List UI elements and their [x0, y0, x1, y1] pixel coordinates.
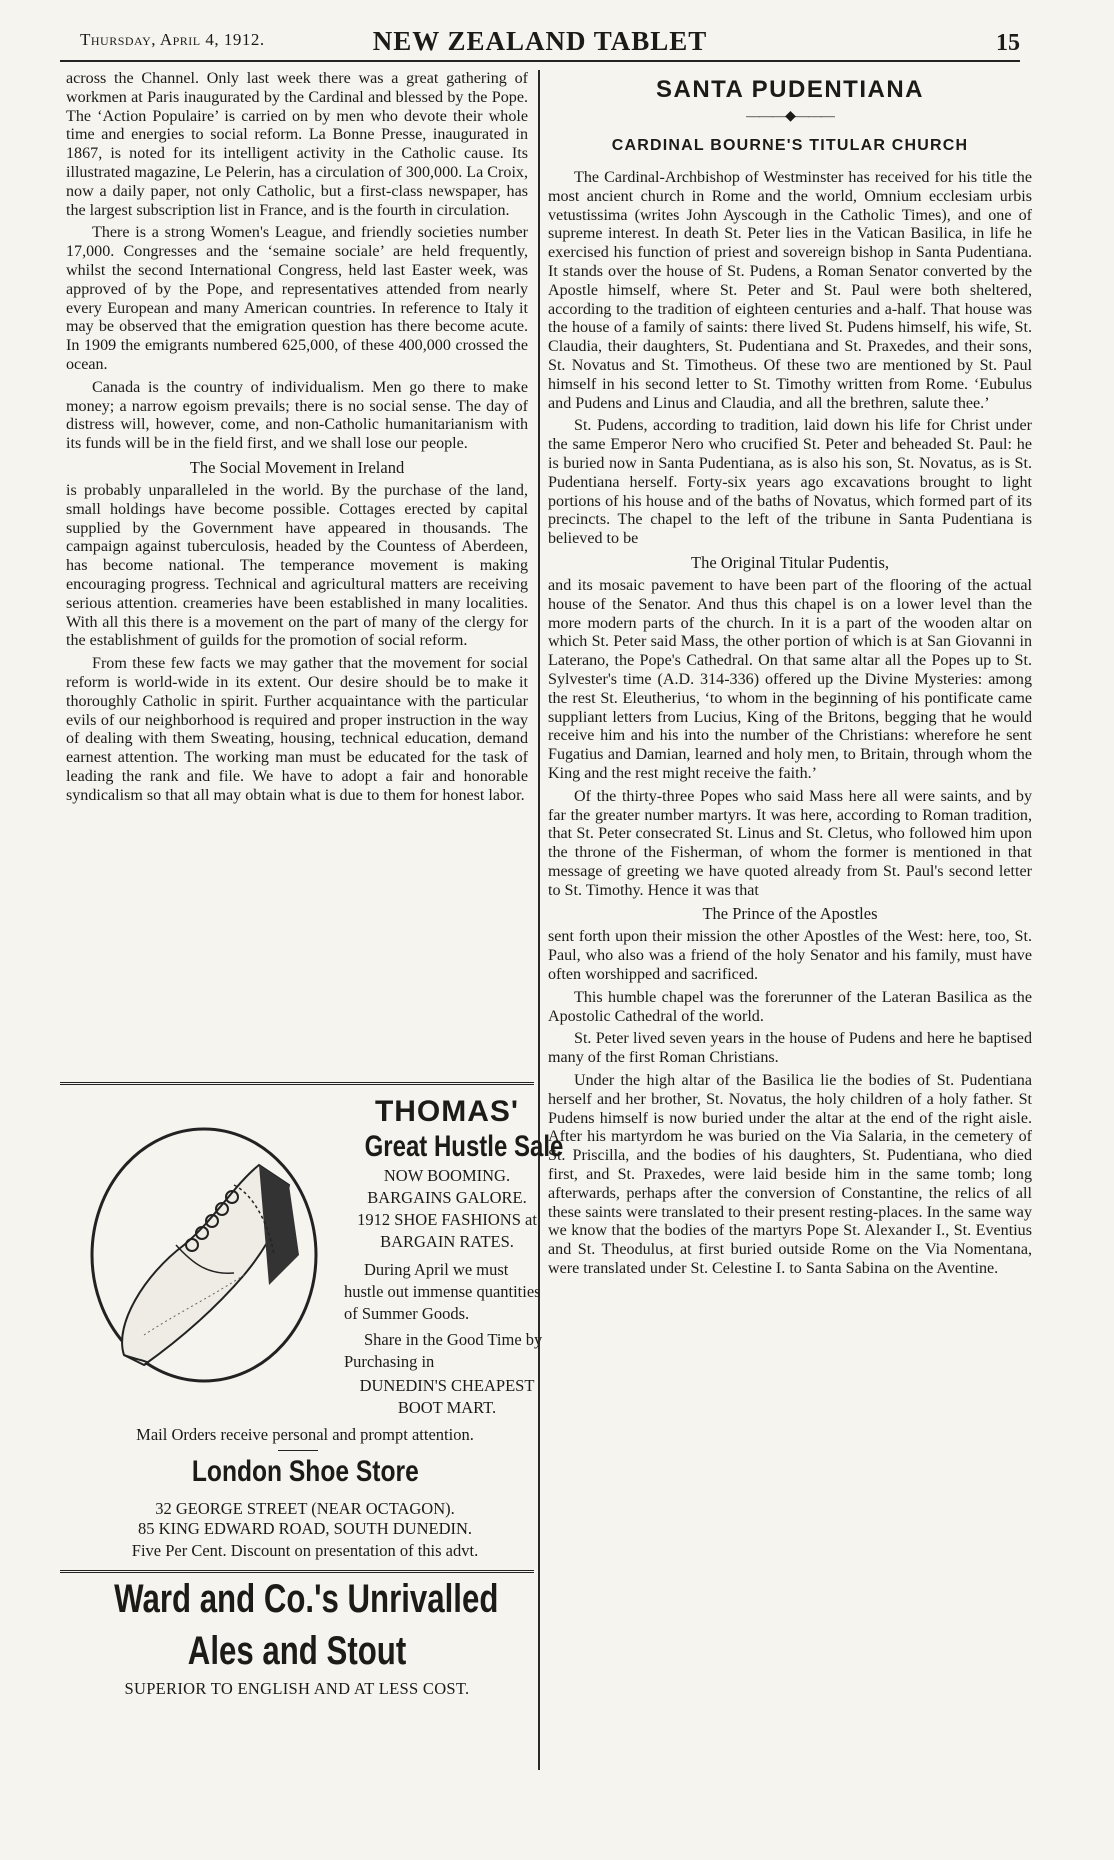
paragraph: is probably unparalleled in the world. By the purchase of the land, small holdings have become possible. Cottages erected by capital supplied by the Government have appeared in thousands. The campaign against tuberculosis, headed by the Countess of Aberdeen, has become national. The temperance movement is making encouraging progress. Technical and agricultural matters are receiving serious attention. creameries have been established in many localities. With all this there is a movement on the part of many of the clergy for the establishment of guilds for the promotion of social reform. [66, 481, 528, 650]
ad-body: DUNEDIN'S CHEAPEST BOOT MART. [359, 1376, 535, 1417]
ad-body: Share in the Good Time by Purchasing in [344, 1330, 543, 1371]
ward-headline-text: Ward and Co.'s Unrivalled [114, 1577, 499, 1621]
section-subhead: The Prince of the Apostles [702, 904, 878, 924]
ad-text-block [344, 1095, 564, 1419]
ward-headline-text: Ales and Stout [187, 1629, 407, 1673]
paragraph: Under the high altar of the Basilica lie the bodies of St. Pudentiana herself and her brother, St. Novatus, the holy children of a holy father. St Pudens himself is now buried under the altar at the end of the right aisle. After his martyrdom he was buried on the Via Salaria, in the cemetery of St. Priscilla, and the bodies of his daughters, St. Pudentiana, who died first, and St. Praxedes, were laid beside him in the same tomb; long afterwards, perhaps after the conversion of Constantine, the relics of all these saints were translated to their present resting-places. In the same way we know that the bodies of the martyrs Pope St. Alexander I., St. Eventius and St. Theodulus, at first buried outside Rome on the Via Nomentana, were translated under St. Celestine I. to Santa Sabina on the Aventine. [548, 1072, 1032, 1278]
store-address-block [60, 1518, 550, 1562]
ad-line: BARGAIN RATES. [380, 1232, 514, 1251]
paragraph: The Cardinal-Archbishop of Westminster has received for his title the most ancient church in Rome and the world, Omnium ecclesiam urbis vetustissima (writes John Ayscough in the Catholic Times), and one of supreme interest. In death St. Peter lies in the Vatican Basilica, in life he exercised his function of priest and sovereign bishop in Santa Pudentiana. It stands over the house of St. Pudens, a Roman Senator converted by the Apostle himself, where St. Peter and St. Paul were both sheltered, according to the tradition of eighteen centuries and a-half. That house was the house of a family of saints: there lived St. Pudens himself, his wife, St. Claudia, their daughters, St. Pudentiana and St. Praxedes, and their sons, St. Novatus and St. Timotheus. Of these two are mentioned by St. Paul himself in his second letter to St. Timothy written from Rome. ‘Eubulus and Pudens and Linus and Claudia, and all the brethren, salute thee.’ [548, 169, 1032, 412]
ad-headline: Great Hustle Sale [364, 1130, 564, 1163]
paragraph: From these few facts we may gather that the movement for social reform is world-wide in its extent. Our desire should be to make it thoroughly Catholic in spirit. Further acquaintance with the particular evils of our neighborhood is required and proper instruction in the way of dealing with them Sweating, housing, technical education, demand earnest attention. The working man must be educated for the task of leading the rank and file. We have to adopt a fair and honorable syndicalism so that all may obtain what is due to them for honest labor. [66, 655, 528, 804]
ad-body: During April we must hustle out immense quantities of Summer Goods. [344, 1260, 541, 1323]
ward-ales-advertisement [60, 1570, 534, 1699]
ad-brand-name: THOMAS' [374, 1095, 520, 1128]
ward-headline [60, 1573, 534, 1625]
discount-note: Five Per Cent. Discount on presentation of this advt. [131, 1541, 479, 1560]
paragraph: across the Channel. Only last week there was a great gathering of workmen at Paris inaugurated by the Cardinal and blessed by the Pope. The ‘Action Populaire’ is carried on by men who devote their whole time and energies to social reform. La Bonne Presse, inaugurated in 1867, is noted for its intelligent activity in the Catholic cause. Its illustrated magazine, Le Pelerin, has a circulation of 300,000. La Croix, now a daily paper, not only Catholic, but a first-class newspaper, has the largest subscription list in France, and is the fourth in circulation. [66, 70, 528, 219]
store-name-text: London Shoe Store [191, 1455, 419, 1488]
paragraph: and its mosaic pavement to have been part of the flooring of the actual house of the Senator. And thus this chapel is on a lower level than the more modern parts of the church. In it is a part of the wooden altar on which St. Peter said Mass, the other portion of which is at San Giovanni in Laterano, the Pope's Cathedral. On that same altar all the Popes up to St. Sylvester's time (A.D. 314-336) offered up the Divine Mysteries: among the rest St. Eleutherius, ‘to whom in the beginning of his pontificate came suppliant letters from Lucius, King of the Britons, begging that he would receive him and his into the number of the Christians: wherefore he sent Fugatius and Damian, learned and holy men, to Britain, through whom the King and the rest might receive the faith.’ [548, 576, 1032, 782]
ad-line: BARGAINS GALORE. [367, 1188, 527, 1207]
paragraph: sent forth upon their mission the other Apostles of the West: here, too, St. Paul, who also was a friend of the holy Senator and his family, must have often worshipped and sacrificed. [548, 928, 1032, 984]
article-subtitle: CARDINAL BOURNE'S TITULAR CHURCH [611, 137, 969, 154]
short-rule [278, 1450, 318, 1451]
ward-headline-2 [60, 1625, 534, 1677]
page-number: 15 [996, 30, 1020, 56]
ad-line: 1912 SHOE FASHIONS at [357, 1210, 537, 1229]
right-column [548, 70, 1032, 1283]
store-address: 85 KING EDWARD ROAD, SOUTH DUNEDIN. [137, 1519, 473, 1538]
paragraph: There is a strong Women's League, and friendly societies number 17,000. Congresses and the ‘semaine sociale’ are held frequently, whilst the second International Congress, held last Easter week, was approved of by the Pope, and representatives attended from nearly every European and many American countries. In reference to Italy it may be observed that the emigration question has there become acute. In 1909 the emigrants numbered 625,000, of these 400,000 crossed the ocean. [66, 224, 528, 373]
left-column [66, 70, 528, 809]
thomas-shoe-advertisement [60, 1082, 564, 1521]
mail-order-note: Mail Orders receive personal and prompt attention. [136, 1425, 474, 1444]
article-title: SANTA PUDENTIANA [656, 76, 924, 103]
issue-date: Thursday, April 4, 1912. [80, 30, 265, 49]
paragraph: Canada is the country of individualism. Men go there to make money; a narrow egoism prevails; there is no social sense. The day of distress will, however, come, and non-Catholic humanitarianism with its funds will be in the field first, and we shall lose our people. [66, 378, 528, 453]
section-subhead: The Social Movement in Ireland [189, 457, 405, 477]
paragraph: St. Pudens, according to tradition, laid down his life for Christ under the same Emperor Nero who crucified St. Peter and beheaded St. Paul: he is buried now in Santa Pudentiana, as is also his son, St. Novatus, as is St. Pudentiana herself. Forty-six years ago excavations brought to light portions of his house and of the baths of Novatus, which formed part of its precincts. The chapel to the left of the tribune in Santa Pudentiana is believed to be [548, 417, 1032, 548]
ward-tagline: SUPERIOR TO ENGLISH AND AT LESS COST. [124, 1679, 470, 1698]
shoe-illustration [84, 1125, 320, 1387]
page-header [60, 26, 1020, 62]
store-address: 32 GEORGE STREET (NEAR OCTAGON). [155, 1499, 455, 1518]
store-name [60, 1455, 550, 1489]
paragraph: Of the thirty-three Popes who said Mass here all were saints, and by far the greater number martyrs. It was here, according to Roman tradition, that St. Peter consecrated St. Linus and St. Cletus, who followed him upon the throne of the Fisherman, of whom the former is mentioned in that message of greeting we have quoted already from St. Paul's second letter to St. Timothy. Hence it was that [548, 787, 1032, 899]
section-subhead: The Original Titular Pudentis, [691, 552, 889, 572]
paragraph: St. Peter lived seven years in the house of Pudens and here he baptised many of the first Roman Christians. [548, 1030, 1032, 1067]
title-ornament: ———◆——— [746, 109, 834, 124]
masthead: NEW ZEALAND TABLET [372, 26, 708, 56]
paragraph: This humble chapel was the forerunner of the Lateran Basilica as the Apostolic Cathedral of the world. [548, 988, 1032, 1025]
ad-line: NOW BOOMING. [383, 1166, 511, 1185]
